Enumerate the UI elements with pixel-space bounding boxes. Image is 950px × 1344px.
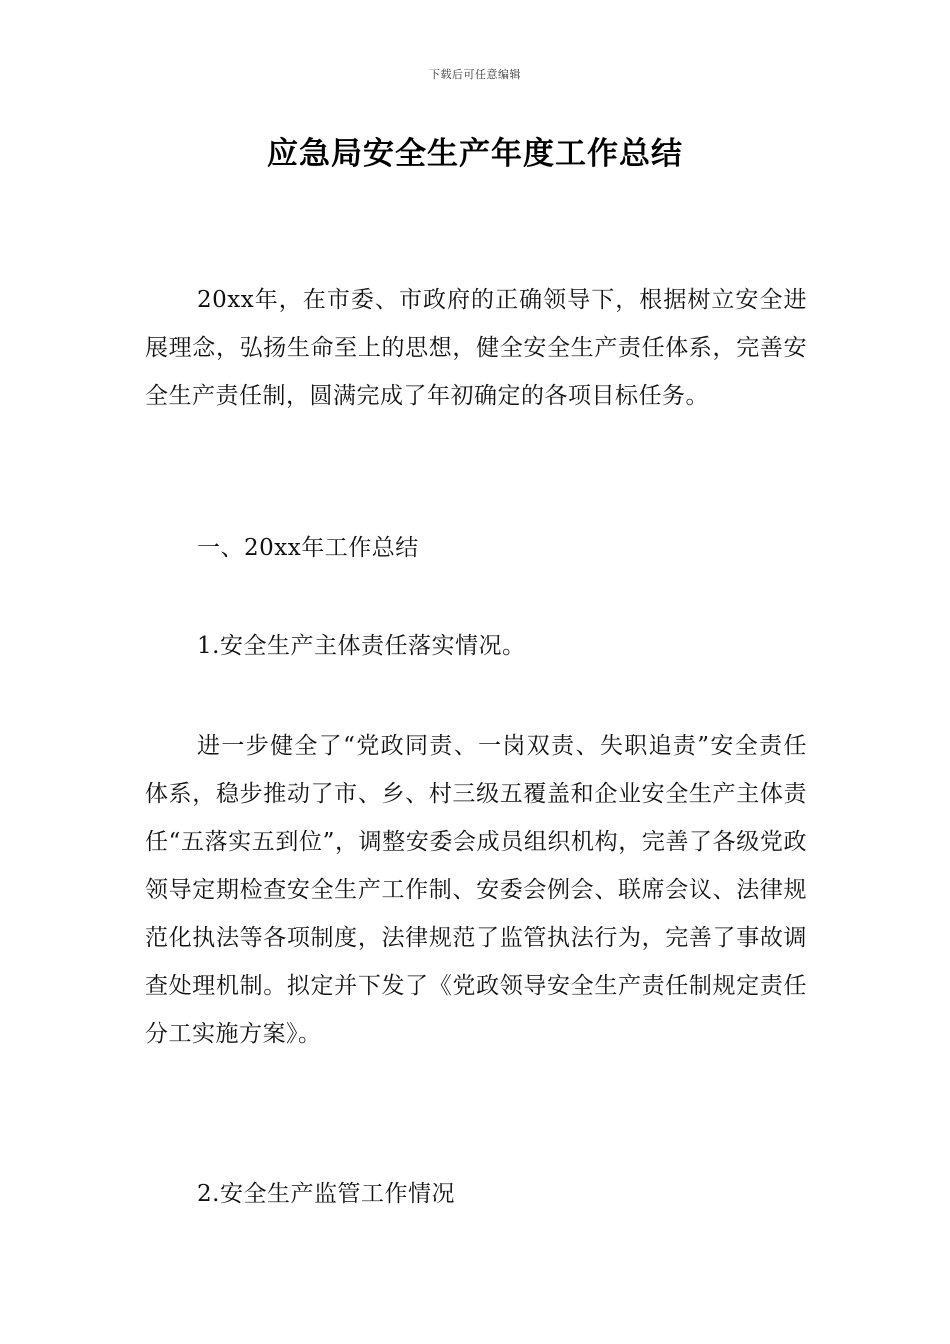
intro-paragraph: 20xx年，在市委、市政府的正确领导下，根据树立安全进展理念，弘扬生命至上的思想，健全安全生产责任体系，完善安全生产责任制，圆满完成了年初确定的各项目标任务。 bbox=[145, 287, 807, 409]
subsection-heading: 2.安全生产监管工作情况 bbox=[197, 1181, 455, 1207]
body-paragraph: 进一步健全了“党政同责、一岗双责、失职追责”安全责任体系，稳步推动了市、乡、村三级五覆盖和企业安全生产主体责任“五落实五到位”，调整安委会成员组织机构，完善了各级党政领导定期检查安全生产工作制、安委会例会、联席会议、法律规范化执法等各项制度，法律规范了监管执法行为，完善了事故调查处理机制。拟定并下发了《党政领导安全生产责任制规定责任分工实施方案》。 bbox=[145, 733, 807, 1047]
header-note: 下载后可任意编辑 bbox=[429, 68, 521, 81]
document-title: 应急局安全生产年度工作总结 bbox=[267, 136, 683, 172]
section-heading: 一、20xx年工作总结 bbox=[197, 535, 419, 561]
subsection-heading: 1.安全生产主体责任落实情况。 bbox=[197, 633, 526, 659]
